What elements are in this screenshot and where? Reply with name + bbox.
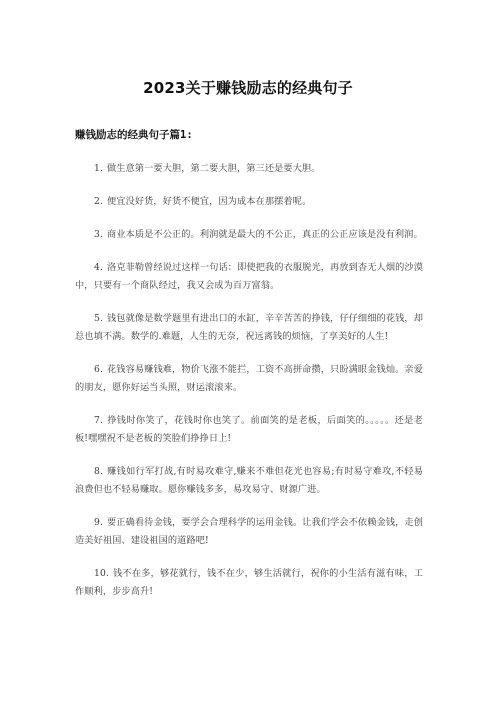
list-item: [75, 310, 423, 346]
item-text: 便宜没好货，好货不便宜，因为成本在那摆着呢。: [106, 196, 312, 207]
item-number: 2.: [94, 196, 103, 207]
list-item: [75, 412, 423, 448]
item-text: 钱不在多，够花就行，钱不在少，够生活就行，祝你的小生活有滋有味，工作顺利，步步高升!: [75, 568, 423, 597]
item-number: 4.: [94, 262, 103, 273]
list-item: [75, 463, 423, 499]
item-text: 花钱容易赚钱难，物价飞涨不能拦，工资不高拼命攒，只盼满眼金钱灿。亲爱的朋友，愿你好运当头照，财运滚滚来。: [75, 364, 423, 393]
item-number: 8.: [94, 466, 103, 477]
item-number: 9.: [94, 517, 103, 528]
list-item: [75, 160, 423, 178]
item-text: 钱包就像是数学题里有进出口的水缸，辛辛苦苦的挣钱，仔仔细细的花钱，却总也填不满。数学的.难题，人生的无奈，祝远离钱的烦恼，了享美好的人生!: [75, 313, 423, 342]
section-heading: 赚钱励志的经典句子篇1:: [75, 129, 193, 141]
list-item: [75, 514, 423, 550]
item-text: 洛克菲勒曾经说过这样一句话：即使把我的衣服脱光，再放到杳无人烟的沙漠中，只要有一个商队经过，我又会成为百万富翁。: [75, 262, 423, 291]
item-number: 3.: [94, 229, 103, 240]
list-item: [75, 259, 423, 295]
page-title: 2023关于赚钱励志的经典句子: [143, 79, 353, 97]
item-number: 1.: [94, 163, 103, 174]
item-text: 商业本质是不公正的。利润就是最大的不公正，真正的公正应该是没有利润。: [106, 229, 423, 240]
item-text: 赚钱如行军打战,有时易攻难守,赚来不难但花光也容易;有时易守难攻,不轻易浪费但也不轻易赚取。愿你赚钱多多，易攻易守、财源广进。: [75, 466, 423, 495]
item-text: 挣钱时你笑了，花钱时你也笑了。前面笑的是老板，后面笑的。。。。。还是老板!嘿嘿祝不是老板的笑脸们挣挣日上!: [75, 415, 423, 444]
item-number: 7.: [94, 415, 103, 426]
list-item: [75, 193, 423, 211]
list-item: [75, 565, 423, 601]
item-text: 要正确看待金钱，要学会合理科学的运用金钱。让我们学会不依赖金钱，走创造美好祖国、建设祖国的道路吧!: [75, 517, 423, 546]
quote-list: [75, 160, 423, 616]
list-item: [75, 226, 423, 244]
item-text: 做生意第一要大胆，第二要大胆，第三还是要大胆。: [106, 163, 321, 174]
item-number: 6.: [94, 364, 103, 375]
item-number: 10.: [94, 568, 109, 579]
list-item: [75, 361, 423, 397]
item-number: 5.: [94, 313, 103, 324]
